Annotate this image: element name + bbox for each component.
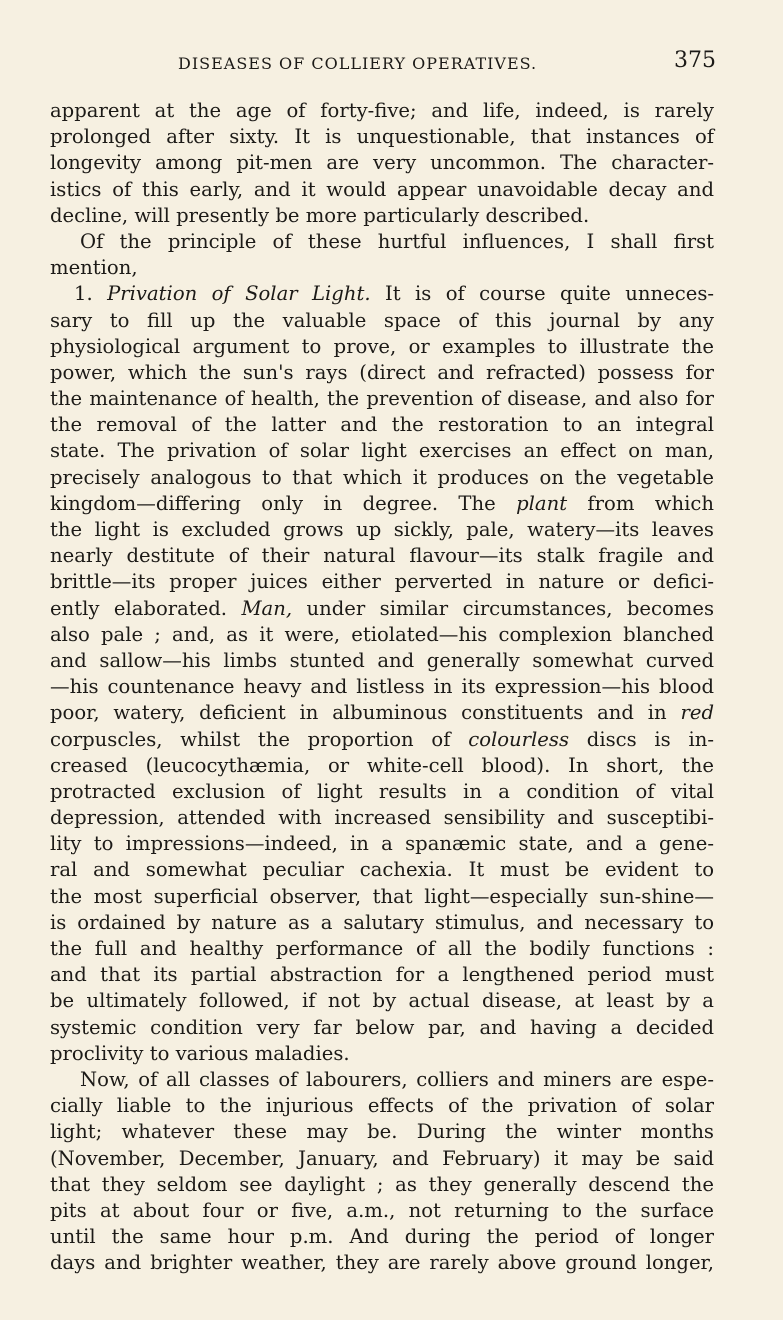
text-run: from which <box>567 491 715 515</box>
text-run: under similar circumstances, becomes <box>292 596 715 620</box>
text-line <box>50 779 714 805</box>
text-run: be ultimately followed, if not by actual disease, at least by a <box>50 989 714 1013</box>
page-number: 375 <box>674 48 716 73</box>
text-run: power, which the sun's rays (direct and refracted) possess for <box>50 360 714 384</box>
text-run: poor, watery, deficient in albuminous constituents and in <box>50 701 681 725</box>
running-title: DISEASES OF COLLIERY OPERATIVES. <box>178 54 538 73</box>
text-line <box>50 831 714 857</box>
text-run: and sallow—his limbs stunted and generally somewhat curved <box>50 648 714 672</box>
text-run: prolonged after sixty. It is unquestionable, that instances of <box>50 125 714 149</box>
text-line <box>50 1146 714 1172</box>
text-line <box>50 962 714 988</box>
text-line <box>50 412 714 438</box>
text-run: that they seldom see daylight ; as they generally descend the <box>50 1172 714 1196</box>
text-run: is ordained by nature as a salutary stimulus, and necessary to <box>50 910 714 934</box>
text-line <box>50 648 714 674</box>
text-line <box>50 1250 714 1276</box>
text-line <box>50 884 714 910</box>
text-run: longevity among pit-men are very uncommon. The character- <box>50 151 714 175</box>
text-line <box>50 491 714 517</box>
text-line <box>50 1093 714 1119</box>
text-run: systemic condition very far below par, and having a decided <box>50 1015 714 1039</box>
text-run: and that its partial abstraction for a lengthened period must <box>50 963 714 987</box>
text-run: days and brighter weather, they are rarely above ground longer, <box>50 1251 714 1275</box>
text-line <box>50 805 714 831</box>
text-line <box>50 177 714 203</box>
text-line <box>50 569 714 595</box>
text-line <box>50 360 714 386</box>
text-run: physiological argument to prove, or examples to illustrate the <box>50 334 714 358</box>
text-run: decline, will presently be more particularly described. <box>50 203 590 227</box>
text-run: pits at about four or five, a.m., not returning to the surface <box>50 1198 714 1222</box>
text-run: precisely analogous to that which it produces on the vegetable <box>50 465 714 489</box>
text-line <box>50 857 714 883</box>
text-run: until the same hour p.m. And during the period of longer <box>50 1225 714 1249</box>
text-line <box>50 229 714 255</box>
text-line <box>50 596 714 622</box>
text-run: depression, attended with increased sensibility and susceptibi- <box>50 806 714 830</box>
body-text <box>50 98 714 1276</box>
text-line <box>50 988 714 1014</box>
text-line <box>50 700 714 726</box>
text-line <box>50 124 714 150</box>
text-line <box>50 255 714 281</box>
italic-text: plant <box>516 491 568 515</box>
text-line <box>50 936 714 962</box>
text-run: Now, of all classes of labourers, colliers and miners are espe- <box>80 1067 714 1091</box>
text-run: the removal of the latter and the restoration to an integral <box>50 413 714 437</box>
text-line <box>50 438 714 464</box>
text-run: the light is excluded grows up sickly, pale, watery—its leaves <box>50 518 714 541</box>
text-line <box>50 1198 714 1224</box>
text-run: istics of this early, and it would appear unavoidable decay and <box>50 177 714 201</box>
text-run: the maintenance of health, the prevention of disease, and also for <box>50 387 714 411</box>
text-run: creased (leucocythæmia, or white-cell blood). In short, the <box>50 753 714 777</box>
text-line <box>50 98 714 124</box>
text-line <box>50 1224 714 1250</box>
text-line <box>50 1015 714 1041</box>
text-run: It is of course quite unneces- <box>370 282 714 306</box>
text-run: —his countenance heavy and listless in its expression—his blood <box>50 675 714 699</box>
text-run: apparent at the age of forty-five; and life, indeed, is rarely <box>50 99 714 122</box>
text-run: the full and healthy performance of all the bodily functions : <box>50 937 714 960</box>
italic-text: Privation of Solar Light. <box>107 282 371 306</box>
text-line <box>50 727 714 753</box>
text-run: (November, December, January, and February) it may be said <box>50 1146 714 1170</box>
text-line <box>50 1172 714 1198</box>
text-run: ral and somewhat peculiar cachexia. It must be evident to <box>50 858 714 882</box>
text-run: nearly destitute of their natural flavour—its stalk fragile and <box>50 544 714 568</box>
text-line <box>50 150 714 176</box>
text-run: sary to fill up the valuable space of this journal by any <box>50 308 714 332</box>
text-run: kingdom—differing only in degree. The <box>50 491 517 515</box>
text-run: cially liable to the injurious effects of the privation of solar <box>50 1094 714 1118</box>
text-line <box>50 622 714 648</box>
italic-text: Man, <box>241 596 293 620</box>
text-run: ently elaborated. <box>50 596 242 620</box>
text-line <box>50 281 714 307</box>
text-run: 1. <box>74 282 108 306</box>
text-line <box>50 334 714 360</box>
text-line <box>50 203 714 229</box>
text-run: brittle—its proper juices either perverted in nature or defici- <box>50 570 714 594</box>
text-run: corpuscles, whilst the proportion of <box>50 727 469 751</box>
italic-text: red <box>680 701 714 725</box>
text-run: also pale ; and, as it were, etiolated—his complexion blanched <box>50 622 714 646</box>
text-run: light; whatever these may be. During the winter months <box>50 1120 714 1144</box>
text-line <box>50 543 714 569</box>
text-line <box>50 308 714 334</box>
italic-text: colourless <box>468 727 570 751</box>
text-run: discs is in- <box>569 727 715 751</box>
text-run: state. The privation of solar light exercises an effect on man, <box>50 439 714 463</box>
text-line <box>50 465 714 491</box>
text-line <box>50 1119 714 1145</box>
text-run: protracted exclusion of light results in a condition of vital <box>50 779 714 803</box>
text-line <box>50 910 714 936</box>
text-line <box>50 386 714 412</box>
text-run: the most superficial observer, that light—especially sun-shine— <box>50 884 714 908</box>
text-run: mention, <box>50 256 138 280</box>
text-line <box>50 674 714 700</box>
text-line <box>50 1067 714 1093</box>
text-run: Of the principle of these hurtful influences, I shall first <box>80 229 714 253</box>
text-line <box>50 753 714 779</box>
text-run: proclivity to various maladies. <box>50 1041 350 1065</box>
text-run: lity to impressions—indeed, in a spanæmic state, and a gene- <box>50 832 714 856</box>
text-line <box>50 517 714 543</box>
text-line <box>50 1041 714 1067</box>
